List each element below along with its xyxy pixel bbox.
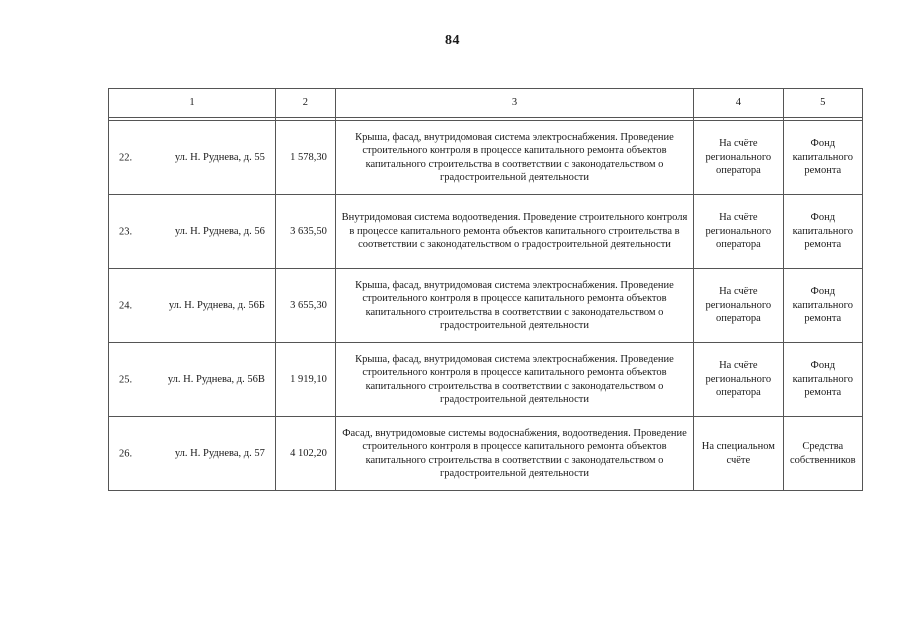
area-cell: 1 919,10 bbox=[275, 343, 335, 417]
account-cell: На счёте регионального оператора bbox=[694, 343, 784, 417]
address-text: ул. Н. Руднева, д. 55 bbox=[174, 151, 265, 163]
column-header: 3 bbox=[335, 89, 693, 118]
fund-cell: Фонд капитального ремонта bbox=[783, 195, 862, 269]
table-row bbox=[109, 269, 863, 343]
fund-cell: Средства собственников bbox=[783, 417, 862, 491]
area-cell: 3 635,50 bbox=[275, 195, 335, 269]
fund-cell: Фонд капитального ремонта bbox=[783, 269, 862, 343]
address-text: ул. Н. Руднева, д. 56 bbox=[174, 225, 265, 237]
column-header: 2 bbox=[275, 89, 335, 118]
fund-cell: Фонд капитального ремонта bbox=[783, 343, 862, 417]
works-cell: Крыша, фасад, внутридомовая система электроснабжения. Проведение строительного контроля в процессе капитального ремонта объектов капитального строительства в соответствии с законодательством о градостроительной деятельности bbox=[335, 269, 693, 343]
works-cell: Крыша, фасад, внутридомовая система электроснабжения. Проведение строительного контроля в процессе капитального ремонта объектов капитального строительства в соответствии с законодательством о градостроительной деятельности bbox=[335, 343, 693, 417]
table-row bbox=[109, 343, 863, 417]
table-row bbox=[109, 417, 863, 491]
row-number: 26. bbox=[119, 447, 133, 459]
column-header: 1 bbox=[109, 89, 276, 118]
works-cell: Внутридомовая система водоотведения. Проведение строительного контроля в процессе капитального ремонта объектов капитального строительства в соответствии с законодательством о градостроительной деятельности bbox=[335, 195, 693, 269]
account-cell: На счёте регионального оператора bbox=[694, 121, 784, 195]
account-cell: На счёте регионального оператора bbox=[694, 269, 784, 343]
address-cell bbox=[109, 121, 276, 195]
repair-schedule-table bbox=[108, 88, 863, 491]
address-cell bbox=[109, 417, 276, 491]
address-text: ул. Н. Руднева, д. 57 bbox=[174, 447, 265, 459]
row-number: 22. bbox=[119, 151, 133, 163]
fund-cell: Фонд капитального ремонта bbox=[783, 121, 862, 195]
address-cell bbox=[109, 343, 276, 417]
area-cell: 3 655,30 bbox=[275, 269, 335, 343]
row-number: 25. bbox=[119, 373, 133, 385]
area-cell: 1 578,30 bbox=[275, 121, 335, 195]
works-cell: Фасад, внутридомовые системы водоснабжения, водоотведения. Проведение строительного контроля в процессе капитального ремонта объектов капитального строительства в соответствии с законодательством о градостроительной деятельности bbox=[335, 417, 693, 491]
address-text: ул. Н. Руднева, д. 56В bbox=[167, 373, 265, 385]
address-cell bbox=[109, 269, 276, 343]
table-row bbox=[109, 121, 863, 195]
column-header: 4 bbox=[694, 89, 784, 118]
row-number: 23. bbox=[119, 225, 133, 237]
page-number: 84 bbox=[445, 33, 460, 48]
table-row bbox=[109, 195, 863, 269]
column-header: 5 bbox=[783, 89, 862, 118]
area-cell: 4 102,20 bbox=[275, 417, 335, 491]
account-cell: На специальном счёте bbox=[694, 417, 784, 491]
address-text: ул. Н. Руднева, д. 56Б bbox=[168, 299, 265, 311]
account-cell: На счёте регионального оператора bbox=[694, 195, 784, 269]
works-cell: Крыша, фасад, внутридомовая система электроснабжения. Проведение строительного контроля в процессе капитального ремонта объектов капитального строительства в соответствии с законодательством о градостроительной деятельности bbox=[335, 121, 693, 195]
address-cell bbox=[109, 195, 276, 269]
header-row bbox=[109, 89, 863, 118]
row-number: 24. bbox=[119, 299, 133, 311]
